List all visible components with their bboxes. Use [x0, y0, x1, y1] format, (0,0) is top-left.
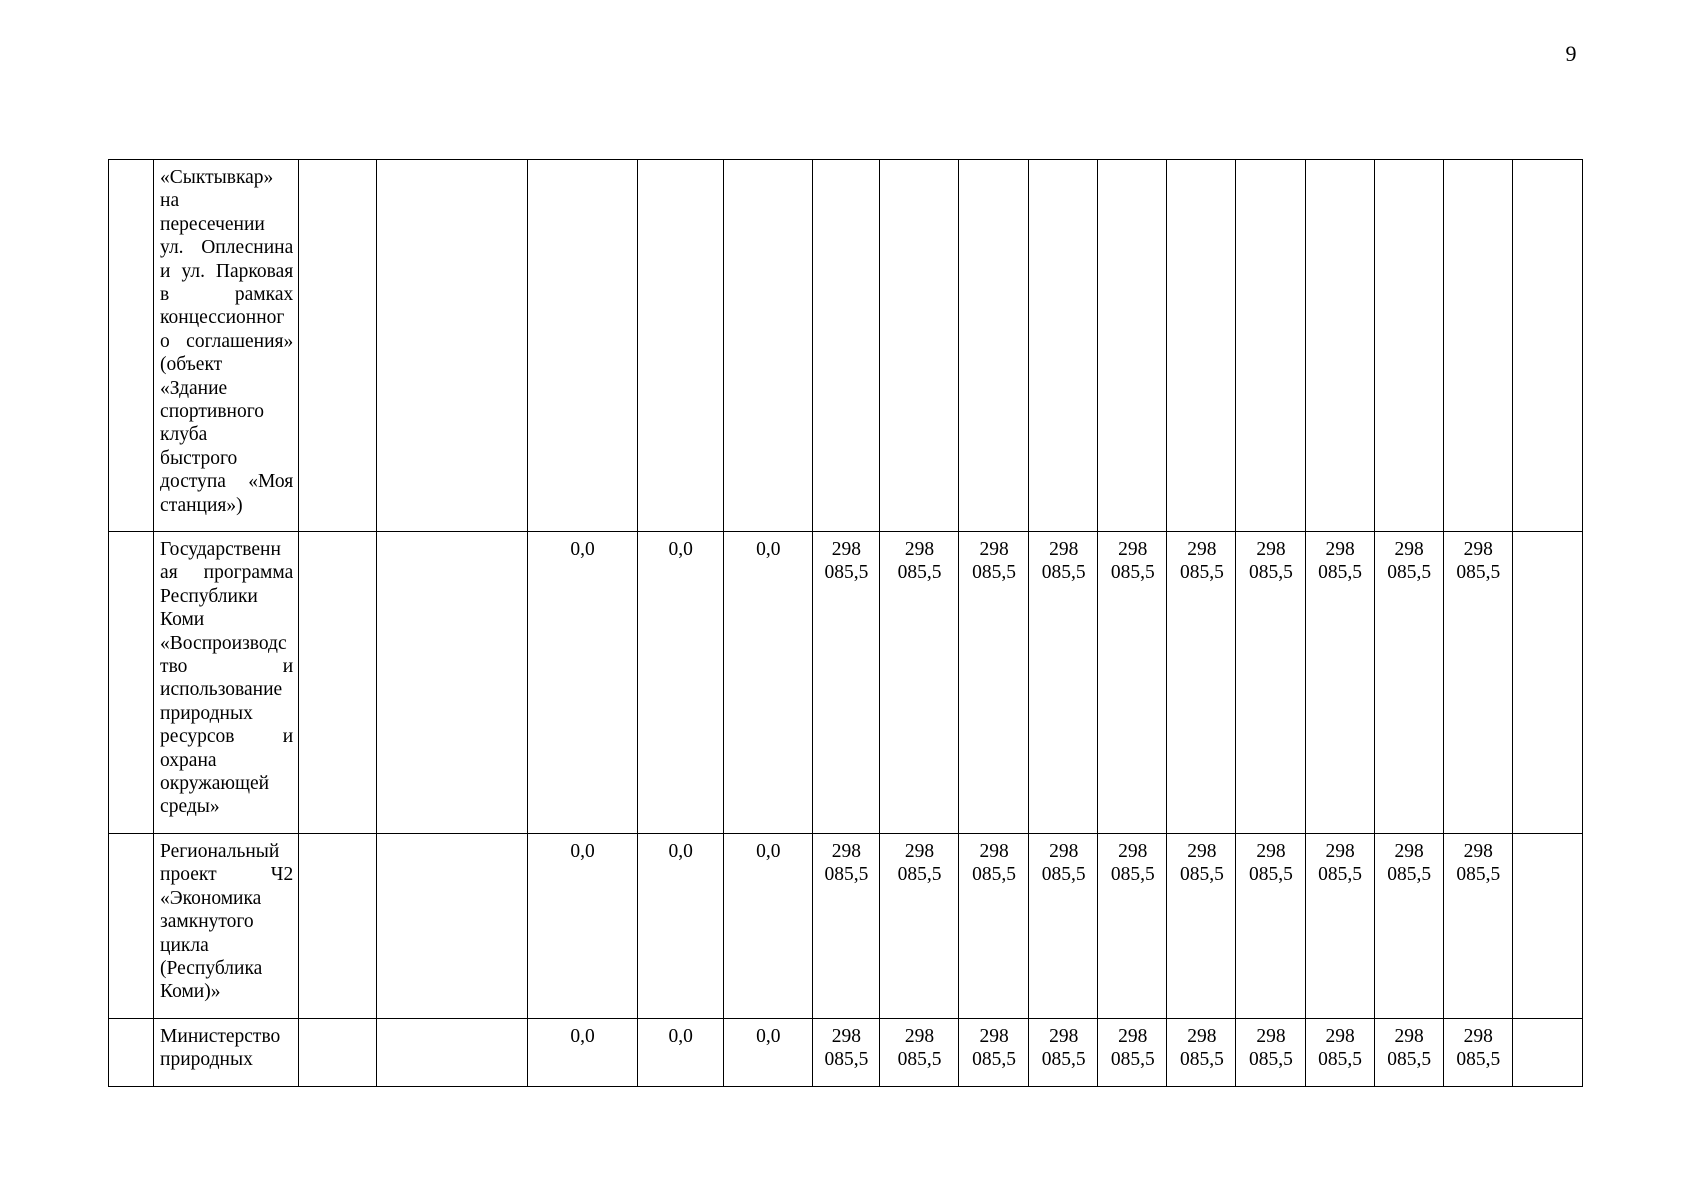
- amount-cell: [637, 834, 723, 1019]
- name-line: (объект: [160, 354, 223, 376]
- row-number-cell: [109, 834, 154, 1019]
- name-line: в рамках: [160, 284, 294, 306]
- name-line: природных: [160, 702, 253, 724]
- amount-value: 298 085,5: [1041, 539, 1086, 584]
- amount-cell: [1443, 532, 1512, 834]
- amount-cell: [1512, 160, 1582, 532]
- amount-value: 298 085,5: [1456, 1026, 1501, 1071]
- amount-cell: [527, 160, 637, 532]
- amount-value: 0,0: [756, 841, 781, 862]
- amount-cell: [879, 532, 958, 834]
- row-number-cell: [109, 532, 154, 834]
- amount-value: 0,0: [668, 539, 693, 560]
- code-cell: [377, 160, 527, 532]
- amount-cell: [879, 160, 958, 532]
- amount-value: 0,0: [668, 841, 693, 862]
- name-line: Государственн: [160, 539, 281, 560]
- name-line: Республики: [160, 585, 258, 607]
- amount-cell: [527, 532, 637, 834]
- name-line: ул. Оплеснина: [160, 237, 294, 259]
- name-line: окружающей: [160, 773, 270, 795]
- name-line: Министерство: [160, 1026, 281, 1047]
- amount-value: 298 085,5: [897, 539, 942, 584]
- amount-value: 298 085,5: [1456, 539, 1501, 584]
- amount-cell: [1305, 160, 1374, 532]
- page-number: 9: [1565, 41, 1577, 66]
- amount-cell: [1098, 834, 1167, 1019]
- amount-cell: [1167, 160, 1236, 532]
- code-cell: [299, 532, 377, 834]
- name-line: клуба: [160, 424, 208, 446]
- amount-cell: [959, 160, 1029, 532]
- amount-value: 298 085,5: [972, 1026, 1017, 1071]
- amount-cell: [1167, 1019, 1236, 1087]
- code-cell: [299, 834, 377, 1019]
- amount-cell: [1236, 160, 1305, 532]
- name-line: среды»: [160, 796, 220, 818]
- amount-cell: [637, 532, 723, 834]
- amount-value: 298 085,5: [1110, 841, 1155, 886]
- amount-value: 298 085,5: [1179, 841, 1224, 886]
- amount-cell: [1167, 532, 1236, 834]
- amount-cell: [1374, 1019, 1443, 1087]
- name-line: быстрого: [160, 447, 238, 469]
- amount-cell: [723, 160, 812, 532]
- code-cell: [377, 834, 527, 1019]
- name-line: спортивного: [160, 401, 264, 423]
- amount-cell: [1443, 160, 1512, 532]
- name-line: станция»): [160, 494, 243, 516]
- name-line: Коми: [160, 609, 205, 631]
- name-cell: [154, 532, 299, 834]
- amount-cell: [1305, 532, 1374, 834]
- amount-cell: [812, 160, 879, 532]
- name-line: «Экономика: [160, 887, 262, 909]
- amount-cell: [1374, 160, 1443, 532]
- amount-cell: [959, 532, 1029, 834]
- amount-value: 0,0: [756, 539, 781, 560]
- amount-value: 298 085,5: [824, 539, 869, 584]
- table-row: [109, 1019, 1583, 1087]
- amount-value: 298 085,5: [1110, 539, 1155, 584]
- amount-value: 298 085,5: [1249, 539, 1293, 584]
- amount-value: 298 085,5: [897, 841, 942, 886]
- amount-cell: [1029, 160, 1098, 532]
- name-line: о соглашения»: [160, 330, 294, 352]
- amount-cell: [637, 160, 723, 532]
- amount-value: 298 085,5: [972, 841, 1017, 886]
- amount-value: 0,0: [570, 539, 595, 560]
- amount-value: 0,0: [756, 1026, 781, 1047]
- row-number-cell: [109, 1019, 154, 1087]
- amount-value: 298 085,5: [1249, 841, 1293, 886]
- name-line: цикла: [160, 934, 209, 956]
- amount-cell: [1236, 1019, 1305, 1087]
- amount-value: 298 085,5: [1387, 539, 1432, 584]
- amount-cell: [527, 834, 637, 1019]
- name-line: и ул. Парковая: [160, 260, 294, 282]
- amount-cell: [1305, 1019, 1374, 1087]
- name-line: ресурсов и: [160, 726, 294, 748]
- amount-cell: [1443, 834, 1512, 1019]
- amount-cell: [812, 834, 879, 1019]
- name-line: Коми)»: [160, 981, 221, 1003]
- name-line: «Сыктывкар»: [160, 167, 274, 188]
- amount-value: 298 085,5: [1318, 841, 1363, 886]
- amount-cell: [1443, 1019, 1512, 1087]
- amount-cell: [1512, 532, 1582, 834]
- code-cell: [377, 1019, 527, 1087]
- amount-value: 298 085,5: [897, 1026, 942, 1071]
- amount-value: 298 085,5: [972, 539, 1017, 584]
- amount-value: 298 085,5: [1179, 539, 1224, 584]
- name-line: доступа «Моя: [160, 471, 294, 493]
- amount-value: 298 085,5: [1318, 1026, 1363, 1071]
- name-line: «Воспроизводс: [160, 632, 287, 654]
- name-line: ая программа: [160, 562, 294, 584]
- amount-value: 298 085,5: [1041, 1026, 1086, 1071]
- name-line: Региональный: [160, 841, 280, 862]
- amount-value: 0,0: [570, 841, 595, 862]
- amount-value: 298 085,5: [824, 841, 869, 886]
- table-row: [109, 532, 1583, 834]
- amount-cell: [1098, 532, 1167, 834]
- name-line: (Республика: [160, 958, 263, 980]
- amount-cell: [1236, 532, 1305, 834]
- amount-cell: [723, 1019, 812, 1087]
- amount-value: 298 085,5: [1249, 1026, 1293, 1071]
- amount-cell: [1374, 834, 1443, 1019]
- amount-cell: [1029, 1019, 1098, 1087]
- name-line: на: [160, 190, 180, 212]
- name-line: охрана: [160, 749, 217, 771]
- amount-cell: [1512, 834, 1582, 1019]
- amount-value: 298 085,5: [1318, 539, 1363, 584]
- code-cell: [299, 160, 377, 532]
- amount-cell: [812, 532, 879, 834]
- name-cell: [154, 1019, 299, 1087]
- amount-cell: [723, 834, 812, 1019]
- amount-cell: [1029, 834, 1098, 1019]
- name-line: концессионног: [160, 307, 285, 329]
- name-line: проект Ч2: [160, 864, 294, 886]
- amount-cell: [1305, 834, 1374, 1019]
- amount-value: 298 085,5: [1387, 1026, 1432, 1071]
- row-number-cell: [109, 160, 154, 532]
- amount-cell: [879, 1019, 958, 1087]
- amount-value: 298 085,5: [824, 1026, 869, 1071]
- amount-cell: [1098, 160, 1167, 532]
- amount-cell: [959, 834, 1029, 1019]
- amount-cell: [527, 1019, 637, 1087]
- amount-cell: [1236, 834, 1305, 1019]
- name-line: тво и: [160, 656, 294, 678]
- name-line: использование: [160, 679, 283, 701]
- amount-value: 298 085,5: [1456, 841, 1501, 886]
- amount-cell: [1098, 1019, 1167, 1087]
- amount-value: 298 085,5: [1179, 1026, 1224, 1071]
- table-row: [109, 834, 1583, 1019]
- amount-cell: [1167, 834, 1236, 1019]
- amount-cell: [1029, 532, 1098, 834]
- amount-value: 0,0: [570, 1026, 595, 1047]
- name-line: природных: [160, 1049, 253, 1071]
- amount-value: 298 085,5: [1387, 841, 1432, 886]
- amount-cell: [1512, 1019, 1582, 1087]
- name-line: замкнутого: [160, 911, 254, 933]
- amount-cell: [1374, 532, 1443, 834]
- table-body: [109, 160, 1583, 1087]
- code-cell: [299, 1019, 377, 1087]
- amount-cell: [959, 1019, 1029, 1087]
- name-cell: [154, 834, 299, 1019]
- amount-value: 298 085,5: [1110, 1026, 1155, 1071]
- name-line: пересечении: [160, 213, 265, 235]
- name-line: «Здание: [160, 377, 228, 399]
- amount-value: 0,0: [668, 1026, 693, 1047]
- amount-cell: [879, 834, 958, 1019]
- budget-table: [108, 159, 1583, 1087]
- amount-value: 298 085,5: [1041, 841, 1086, 886]
- amount-cell: [723, 532, 812, 834]
- table-row: [109, 160, 1583, 532]
- name-cell: [154, 160, 299, 532]
- code-cell: [377, 532, 527, 834]
- amount-cell: [637, 1019, 723, 1087]
- amount-cell: [812, 1019, 879, 1087]
